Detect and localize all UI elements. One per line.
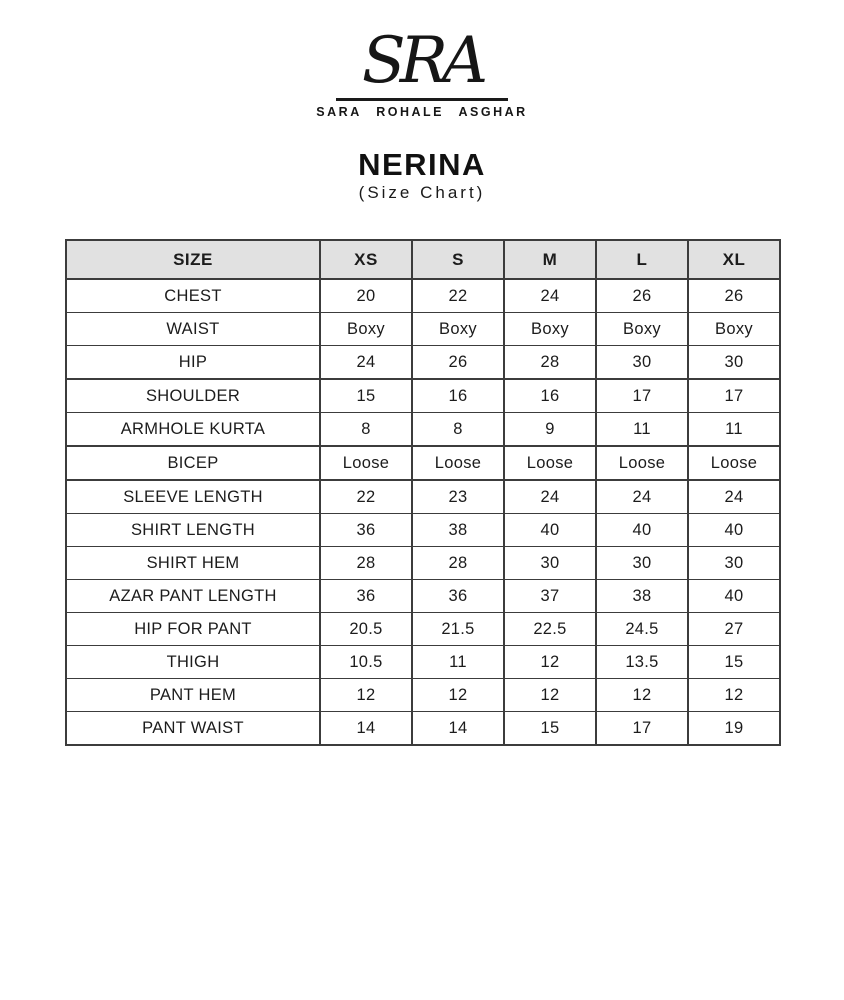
table-row [66,346,780,380]
row-label: PANT WAIST [66,712,320,746]
row-label: WAIST [66,313,320,346]
table-row [66,313,780,346]
cell-value: 20 [320,279,412,313]
product-name: NERINA [358,147,486,182]
column-header-xl: XL [688,240,780,279]
cell-value: 28 [504,346,596,380]
row-label: SHIRT HEM [66,547,320,580]
cell-value: 24 [688,480,780,514]
cell-value: 27 [688,613,780,646]
cell-value: 26 [596,279,688,313]
cell-value: Boxy [412,313,504,346]
table-row [66,279,780,313]
title-block [0,149,844,203]
cell-value: Boxy [320,313,412,346]
cell-value: 8 [320,413,412,447]
cell-value: 8 [412,413,504,447]
cell-value: 12 [688,679,780,712]
cell-value: 22 [412,279,504,313]
cell-value: Boxy [504,313,596,346]
size-table-header-row [66,240,780,279]
brand-monogram: SRA [361,24,483,98]
cell-value: 17 [596,379,688,413]
table-row [66,413,780,447]
cell-value: 26 [688,279,780,313]
cell-value: 23 [412,480,504,514]
column-header-s: S [412,240,504,279]
cell-value: 30 [596,547,688,580]
table-row [66,580,780,613]
table-row [66,613,780,646]
cell-value: 16 [412,379,504,413]
cell-value: Loose [320,446,412,480]
cell-value: 22.5 [504,613,596,646]
table-row [66,712,780,746]
row-label: PANT HEM [66,679,320,712]
cell-value: Boxy [688,313,780,346]
size-chart-subtitle: (Size Chart) [358,183,486,202]
cell-value: 24 [596,480,688,514]
cell-value: Loose [504,446,596,480]
cell-value: Loose [412,446,504,480]
cell-value: 38 [412,514,504,547]
row-label: SLEEVE LENGTH [66,480,320,514]
cell-value: 40 [596,514,688,547]
cell-value: Loose [688,446,780,480]
cell-value: 30 [596,346,688,380]
cell-value: 24.5 [596,613,688,646]
cell-value: 11 [412,646,504,679]
cell-value: 36 [412,580,504,613]
cell-value: 13.5 [596,646,688,679]
cell-value: 37 [504,580,596,613]
row-label: SHOULDER [66,379,320,413]
size-table-body [66,279,780,745]
cell-value: 26 [412,346,504,380]
table-row [66,547,780,580]
cell-value: 40 [688,580,780,613]
table-row [66,446,780,480]
cell-value: 15 [320,379,412,413]
row-label: BICEP [66,446,320,480]
cell-value: 12 [504,679,596,712]
column-header-size: SIZE [66,240,320,279]
row-label: HIP FOR PANT [66,613,320,646]
column-header-xs: XS [320,240,412,279]
cell-value: Boxy [596,313,688,346]
row-label: AZAR PANT LENGTH [66,580,320,613]
cell-value: 12 [412,679,504,712]
table-row [66,514,780,547]
row-label: ARMHOLE KURTA [66,413,320,447]
cell-value: 17 [688,379,780,413]
cell-value: 9 [504,413,596,447]
cell-value: 36 [320,514,412,547]
cell-value: 17 [596,712,688,746]
cell-value: 11 [688,413,780,447]
cell-value: 12 [504,646,596,679]
column-header-l: L [596,240,688,279]
cell-value: 36 [320,580,412,613]
cell-value: 11 [596,413,688,447]
cell-value: 10.5 [320,646,412,679]
size-chart-table [65,239,781,746]
cell-value: 19 [688,712,780,746]
cell-value: 20.5 [320,613,412,646]
cell-value: 30 [504,547,596,580]
cell-value: 14 [320,712,412,746]
table-row [66,480,780,514]
cell-value: 24 [320,346,412,380]
brand-name: SARA ROHALE ASGHAR [316,105,528,119]
cell-value: 12 [596,679,688,712]
cell-value: 16 [504,379,596,413]
table-row [66,679,780,712]
brand-logo [0,0,844,119]
cell-value: 28 [412,547,504,580]
cell-value: 12 [320,679,412,712]
logo-divider [336,98,508,101]
cell-value: 14 [412,712,504,746]
cell-value: 28 [320,547,412,580]
cell-value: 22 [320,480,412,514]
cell-value: Loose [596,446,688,480]
column-header-m: M [504,240,596,279]
row-label: HIP [66,346,320,380]
cell-value: 30 [688,346,780,380]
cell-value: 38 [596,580,688,613]
cell-value: 24 [504,279,596,313]
row-label: SHIRT LENGTH [66,514,320,547]
cell-value: 40 [504,514,596,547]
row-label: CHEST [66,279,320,313]
cell-value: 24 [504,480,596,514]
cell-value: 30 [688,547,780,580]
table-row [66,379,780,413]
cell-value: 21.5 [412,613,504,646]
cell-value: 40 [688,514,780,547]
table-row [66,646,780,679]
row-label: THIGH [66,646,320,679]
cell-value: 15 [688,646,780,679]
cell-value: 15 [504,712,596,746]
